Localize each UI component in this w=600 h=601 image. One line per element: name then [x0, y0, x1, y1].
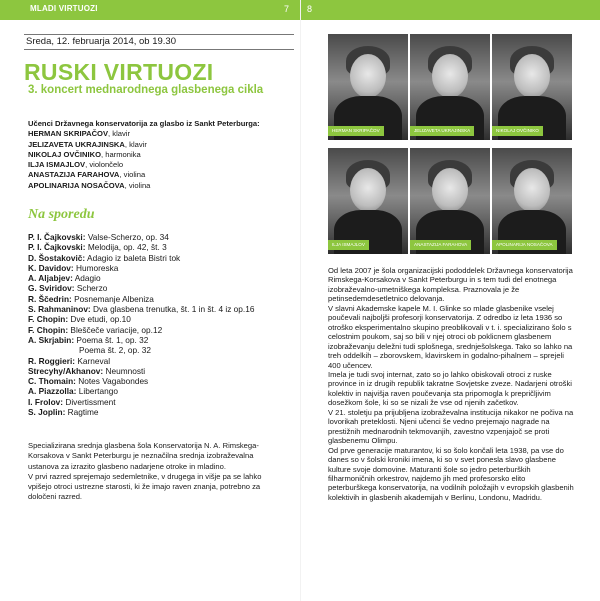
program-item	[28, 242, 298, 252]
performer-name: APOLINARIJA NOSAČOVA	[28, 180, 125, 190]
work: Ragtime	[67, 407, 99, 418]
performer-instrument: harmonika	[105, 149, 141, 159]
paragraph: Od prve generacije maturantov, ki so šolo končali leta 1938, pa vse do danes so v šolski kroniki imena, ki so v svet ponesla slavo glasbene kulture svoje domovine. Maturanti šole so jedro peterburških filharmoničnih orkestrov, najdemo jih med profesorsko elito peterburškega konservatorija, na vodilnih položajih v evropskih glasbenih kolektivih in glasbenih akademijah v Berlinu, Londonu, Madridu.	[328, 445, 574, 502]
performer-row: HERMAN SKRIPAČOV, klavir	[28, 129, 130, 139]
composer: F. Chopin:	[28, 314, 69, 325]
performer-instrument: violina	[123, 170, 146, 180]
portrait-photo	[492, 148, 572, 254]
performers-block	[28, 119, 298, 191]
face-shape	[350, 168, 386, 212]
performers-heading: Učenci Državnega konservatorija za glasbo iz Sankt Peterburga:	[28, 119, 260, 128]
performer-row: ILJA ISMAJLOV, violončelo	[28, 160, 124, 170]
work-second-line: Poema št. 2, op. 32	[79, 345, 151, 356]
work: Posnemanje Albeniza	[74, 293, 154, 304]
performer-name: ANASTAZIJA FARAHOVA	[28, 170, 120, 180]
composer: P. I. Čajkovski:	[28, 242, 86, 253]
work: Adagio iz baleta Bistri tok	[87, 252, 181, 263]
paragraph: V 21. stoletju pa prijubljena izobraževalna institucija nikakor ne počiva na lovorikah preteklosti. Njeni učenci še vedno prejemajo nagrade na prestižnih mednarodnih tekmovanjih, zavestno vzpenjajoč se proti glasbenemu Olimpu.	[328, 407, 574, 446]
composer: C. Thomain:	[28, 376, 76, 387]
page-number-left: 7	[284, 4, 290, 14]
program-item	[28, 407, 298, 417]
portrait-photo	[410, 148, 490, 254]
work: Melodija, op. 42, št. 3	[87, 242, 167, 253]
composer: P. I. Čajkovski:	[28, 232, 86, 242]
work: Karneval	[77, 355, 111, 366]
composer: S. Joplin:	[28, 407, 66, 418]
work: Divertissment	[65, 396, 116, 407]
photo-caption: ILJA ISMAJLOV	[328, 240, 369, 250]
school-intro-text	[28, 441, 286, 503]
composer: R. Roggieri:	[28, 355, 76, 366]
photo-grid	[328, 34, 572, 262]
performer-row: APOLINARIJA NOSAČOVA, violina	[28, 180, 151, 190]
composer: A. Skrjabin:	[28, 334, 75, 345]
photo-caption: HERMAN SKRIPAČOV	[328, 126, 384, 136]
composer: Strecyhy/Akhanov:	[28, 365, 104, 376]
portrait-photo	[328, 34, 408, 140]
program-item	[28, 283, 298, 293]
composer: K. Davidov:	[28, 262, 74, 273]
program-item	[28, 273, 298, 283]
composer: D. Šostakovič:	[28, 252, 86, 263]
face-shape	[514, 54, 550, 98]
program-item	[28, 356, 298, 366]
performer-row: ANASTAZIJA FARAHOVA, violina	[28, 170, 146, 180]
paragraph: Imela je tudi svoj internat, zato so jo lahko obiskovali otroci z ruske province in iz drugih republik takratne Sovjetske zveze. Nadarjeni otroški kolektiv in najvišja raven poučevanja sta pripomogla k prepričljivim dosežkom šole, ki so se nizali že vse od njenih začetkov.	[328, 369, 572, 408]
program-item	[28, 366, 298, 376]
work: Poema št. 1, op. 32	[76, 334, 149, 345]
program-item	[28, 376, 298, 386]
work: Notes Vagabondes	[78, 376, 149, 387]
performer-name: NIKOLAJ OVČINIKO	[28, 149, 101, 159]
paragraph: Od leta 2007 je šola organizacijski pododdelek Državnega konservatorija Rimskega-Korsakova v Sankt Peterburgu in s tem tudi del enotnega izobraževalno-umetniškega kompleksa. Praznovala je že petinsedemdesetletnico delovanja.	[328, 266, 573, 304]
portrait-photo	[492, 34, 572, 140]
composer: S. Rahmaninov:	[28, 304, 91, 315]
program-item	[28, 253, 298, 263]
work: Valse-Scherzo, op. 34	[87, 232, 169, 242]
photo-caption: APOLINARIJA NOSAČOVA	[492, 240, 557, 250]
program-item	[28, 314, 298, 324]
paragraph: V slavni Akademske kapele M. I. Glinke so mlade glasbenike vselej poučevali najboljši profesorji konservatorija. Z odredbo iz leta 1936 so otroško eksperimentalno skupino preoblikovali v t. i. specializirano šolo s celostnim poukom, saj so bili v njej otroci ob poklicnem glasbenem izobraževanju deležni tudi splošnega, srednješolskega. Tako so lahko na treh oddelkih – zborovskem, klavirskem in godalno-pihalnem – sprejeli 400 učencev.	[328, 303, 573, 370]
composer: G. Sviridov:	[28, 283, 75, 294]
portrait-photo	[328, 148, 408, 254]
program-item	[28, 335, 298, 356]
work: Neumnosti	[105, 365, 146, 376]
work: Scherzo	[76, 283, 108, 294]
face-shape	[432, 54, 468, 98]
event-date: Sreda, 12. februarja 2014, ob 19.30	[24, 34, 294, 50]
performer-instrument: klavir	[112, 129, 130, 139]
performer-instrument: violončelo	[89, 160, 124, 170]
program-item	[28, 397, 298, 407]
program-heading: Na sporedu	[28, 207, 95, 222]
photo-caption: NIKOLAJ OVČINIKO	[492, 126, 543, 136]
performer-row: JELIZAVETA UKRAJINSKA, klavir	[28, 139, 147, 149]
program-item	[28, 263, 298, 273]
performer-name: ILJA ISMAJLOV	[28, 160, 86, 170]
photo-caption: ANASTAZIJA FARAHOVA	[410, 240, 471, 250]
face-shape	[432, 168, 468, 212]
portrait-photo	[410, 34, 490, 140]
work: Bleščeče variacije, op.12	[70, 324, 163, 335]
work: Dva glasbena trenutka, št. 1 in št. 4 iz op.16	[93, 304, 255, 315]
page-number-right: 8	[307, 4, 313, 14]
program-item	[28, 386, 298, 396]
composer: A. Aljabjev:	[28, 273, 73, 284]
concert-subtitle: 3. koncert mednarodnega glasbenega cikla	[28, 84, 264, 96]
work: Humoreska	[75, 262, 119, 273]
concert-title: RUSKI VIRTUOZI	[24, 59, 214, 85]
face-shape	[350, 54, 386, 98]
page-gutter	[300, 0, 301, 601]
work: Dve etudi, op.10	[70, 314, 131, 325]
work: Adagio	[74, 273, 101, 284]
school-history-text	[328, 266, 576, 502]
program-list	[28, 232, 298, 417]
program-item	[28, 304, 298, 314]
composer: I. Frolov:	[28, 396, 64, 407]
photo-caption: JELIZAVETA UKRAJINSKA	[410, 126, 474, 136]
composer: R. Ščedrin:	[28, 293, 72, 304]
paragraph: Specializirana srednja glasbena šola Konservatorija N. A. Rimskega-Korsakova v Sankt Peterburgu je neznačilna srednja izobraževalna ustanova za izrazito glasbeno nadarjene otroke in mladino.	[28, 441, 259, 471]
paragraph: V prvi razred sprejemajo sedemletnike, v drugega in višje pa se lahko vpišejo otroci ustrezne starosti, ki že imajo raven znanja, potrebno za določeni razred.	[28, 471, 262, 502]
program-item	[28, 232, 298, 242]
performer-instrument: klavir	[129, 139, 147, 149]
face-shape	[514, 168, 550, 212]
section-title: MLADI VIRTUOZI	[30, 4, 98, 13]
work: Libertango	[78, 386, 118, 397]
program-item	[28, 325, 298, 335]
composer: A. Piazzolla:	[28, 386, 77, 397]
performer-row: NIKOLAJ OVČINIKO, harmonika	[28, 149, 141, 159]
composer: F. Chopin:	[28, 324, 69, 335]
performer-instrument: violina	[128, 180, 151, 190]
performer-name: JELIZAVETA UKRAJINSKA	[28, 139, 125, 149]
performer-name: HERMAN SKRIPAČOV	[28, 129, 109, 139]
program-item	[28, 294, 298, 304]
